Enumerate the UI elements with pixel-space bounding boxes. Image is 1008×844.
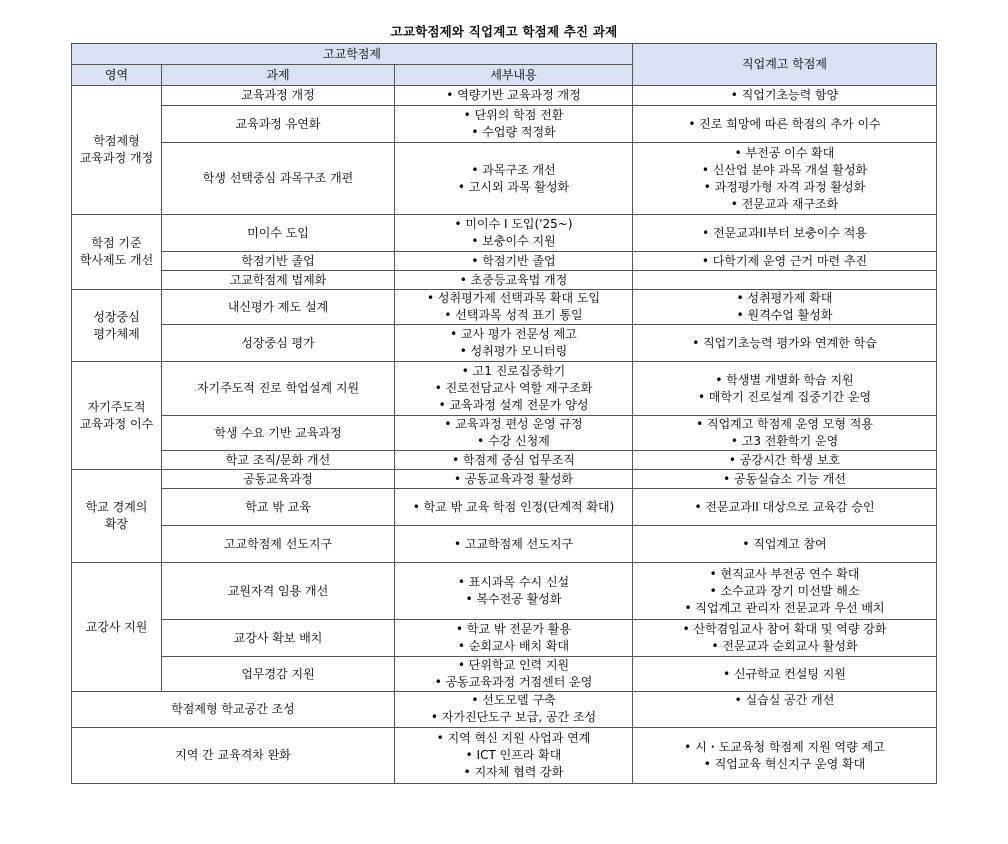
task-cell: 공동교육과정 <box>162 470 395 489</box>
area-label: 교육과정 개정 <box>79 151 154 165</box>
detail-cell <box>395 271 633 290</box>
table-row <box>72 325 937 362</box>
policy-table <box>71 43 937 784</box>
detail-item: • 학점제 중심 업무조직 <box>397 452 630 469</box>
area-cell <box>72 290 162 362</box>
task-cell: 학교 밖 교육 <box>162 489 395 526</box>
vocational-cell <box>633 143 937 215</box>
detail-cell <box>395 470 633 489</box>
area-label: 교강사 지원 <box>85 619 148 634</box>
table-row <box>72 416 937 451</box>
detail-cell <box>395 290 633 325</box>
header-detail: 세부내용 <box>395 65 633 86</box>
detail-cell <box>395 563 633 620</box>
vocational-item: • 전문교과 재구조화 <box>635 196 934 213</box>
detail-item: • 역량기반 교육과정 개정 <box>397 87 630 104</box>
detail-cell <box>395 252 633 271</box>
detail-cell <box>395 106 633 143</box>
detail-cell <box>395 325 633 362</box>
detail-cell <box>395 416 633 451</box>
table-row <box>72 489 937 526</box>
detail-item: • 학점기반 졸업 <box>397 253 630 270</box>
vocational-cell <box>633 106 937 143</box>
detail-item: • ICT 인프라 확대 <box>397 747 630 764</box>
detail-item: • 성취평가제 선택과목 확대 도입 <box>397 290 630 307</box>
task-cell: 내신평가 제도 설계 <box>162 290 395 325</box>
task-cell: 학점기반 졸업 <box>162 252 395 271</box>
detail-item: • 복수전공 활성화 <box>397 591 630 608</box>
detail-item: • 순회교사 배치 확대 <box>397 638 630 655</box>
vocational-item: • 공동실습소 기능 개선 <box>635 471 934 488</box>
detail-item: • 미이수 I 도입('25~) <box>397 216 630 233</box>
table-row <box>72 143 937 215</box>
detail-cell <box>395 489 633 526</box>
vocational-item: • 직업계고 학점제 운영 모형 적용 <box>635 416 934 433</box>
task-cell: 업무경감 지원 <box>162 657 395 692</box>
table-row <box>72 657 937 692</box>
vocational-item: • 소수교과 장기 미선발 해소 <box>635 583 934 600</box>
detail-item: • 선택과목 성적 표기 통일 <box>397 307 630 324</box>
task-cell: 교육과정 개정 <box>162 86 395 106</box>
vocational-cell <box>633 86 937 106</box>
detail-item: • 자가진단도구 보급, 공간 조성 <box>397 709 630 726</box>
area-label: 평가체제 <box>93 326 140 341</box>
area-label: 자기주도적 <box>87 399 146 414</box>
task-cell: 고교학점제 법제화 <box>162 271 395 290</box>
detail-item: • 공동교육과정 거점센터 운영 <box>397 674 630 691</box>
detail-item: • 교육과정 설계 전문가 양성 <box>397 397 630 414</box>
task-cell: 성장중심 평가 <box>162 325 395 362</box>
vocational-cell <box>633 362 937 416</box>
vocational-item: • 전문교과II 대상으로 교육감 승인 <box>635 499 934 516</box>
vocational-cell <box>633 271 937 290</box>
vocational-cell <box>633 657 937 692</box>
detail-cell <box>395 86 633 106</box>
area-label: 성장중심 <box>93 309 140 324</box>
task-cell: 미이수 도입 <box>162 215 395 252</box>
area-cell <box>72 563 162 692</box>
task-cell: 학생 선택중심 과목구조 개편 <box>162 143 395 215</box>
vocational-item: • 부전공 이수 확대 <box>635 145 934 162</box>
vocational-item: • 전문교과II부터 보충이수 적용 <box>635 225 934 242</box>
task-cell: 교원자격 임용 개선 <box>162 563 395 620</box>
vocational-item: • 직업기초능력 함양 <box>635 87 934 104</box>
header-task: 과제 <box>162 65 395 86</box>
detail-item: • 공동교육과정 활성화 <box>397 471 630 488</box>
detail-item: • 고시외 과목 활성화 <box>397 179 630 196</box>
task-cell: 자기주도적 진로 학업설계 지원 <box>162 362 395 416</box>
detail-item: • 표시과목 수시 신설 <box>397 574 630 591</box>
detail-item: • 교육과정 편성 운영 규정 <box>397 416 630 433</box>
task-cell: 교강사 확보 배치 <box>162 620 395 657</box>
area-cell <box>72 470 162 563</box>
table-body <box>72 86 937 784</box>
vocational-cell <box>633 252 937 271</box>
detail-item: • 지자체 협력 강화 <box>397 764 630 781</box>
vocational-cell <box>633 563 937 620</box>
vocational-item: • 실습실 공간 개선 <box>635 692 934 709</box>
detail-item: • 선도모델 구축 <box>397 692 630 709</box>
header-vocational: 직업계고 학점제 <box>633 44 937 86</box>
area-cell <box>72 215 162 290</box>
table-row <box>72 620 937 657</box>
vocational-item: • 전문교과 순회교사 활성화 <box>635 638 934 655</box>
detail-item: • 진로전담교사 역할 재구조화 <box>397 380 630 397</box>
detail-item: • 보충이수 지원 <box>397 233 630 250</box>
table-row <box>72 86 937 106</box>
detail-cell <box>395 143 633 215</box>
vocational-cell <box>633 290 937 325</box>
vocational-item: • 시・도교육청 학점제 지원 역량 제고 <box>635 739 934 756</box>
detail-item: • 학교 밖 전문가 활용 <box>397 621 630 638</box>
vocational-item: • 과정평가형 자격 과정 활성화 <box>635 179 934 196</box>
table-row <box>72 106 937 143</box>
vocational-cell <box>633 325 937 362</box>
detail-item: • 과목구조 개선 <box>397 162 630 179</box>
vocational-item: • 신산업 분야 과목 개설 활성화 <box>635 162 934 179</box>
detail-item: • 수강 신청제 <box>397 433 630 450</box>
task-cell: 교육과정 유연화 <box>162 106 395 143</box>
detail-item: • 지역 혁신 지원 사업과 연계 <box>397 730 630 747</box>
detail-item: • 단위의 학점 전환 <box>397 107 630 124</box>
vocational-cell <box>633 620 937 657</box>
detail-item: • 단위학교 인력 지원 <box>397 657 630 674</box>
detail-item: • 교사 평가 전문성 제고 <box>397 326 630 343</box>
detail-item: • 수업량 적정화 <box>397 124 630 141</box>
task-cell: 학점제형 학교공간 조성 <box>72 692 395 728</box>
table-row <box>72 290 937 325</box>
area-label: 학점 기준 <box>91 236 142 250</box>
header-area: 영역 <box>72 65 162 86</box>
table-title: 고교학점제와 직업계고 학점제 추진 과제 <box>390 24 618 39</box>
task-cell: 학생 수요 기반 교육과정 <box>162 416 395 451</box>
detail-cell <box>395 657 633 692</box>
detail-cell <box>395 451 633 470</box>
detail-cell <box>395 362 633 416</box>
vocational-item: • 신규학교 컨설팅 지원 <box>635 666 934 683</box>
vocational-item: • 현직교사 부전공 연수 확대 <box>635 566 934 583</box>
vocational-cell <box>633 451 937 470</box>
table-row <box>72 215 937 252</box>
vocational-cell <box>633 692 937 728</box>
header-gogyo: 고교학점제 <box>72 44 633 65</box>
vocational-item: • 성취평가제 확대 <box>635 290 934 307</box>
table-row <box>72 692 937 728</box>
table-row <box>72 728 937 784</box>
detail-cell <box>395 692 633 728</box>
vocational-item: • 직업교육 혁신지구 운영 확대 <box>635 756 934 773</box>
detail-item: • 고교학점제 선도지구 <box>397 536 630 553</box>
vocational-item: • 매학기 진로설계 집중기간 운영 <box>635 389 934 406</box>
detail-cell <box>395 728 633 784</box>
detail-cell <box>395 620 633 657</box>
vocational-item: • 직업기초능력 평가와 연계한 학습 <box>635 335 934 352</box>
vocational-cell <box>633 416 937 451</box>
vocational-item: • 다학기제 운영 근거 마련 추진 <box>635 253 934 270</box>
table-row <box>72 526 937 563</box>
vocational-cell <box>633 215 937 252</box>
task-cell: 학교 조직/문화 개선 <box>162 451 395 470</box>
vocational-item: • 산학겸임교사 참여 확대 및 역량 강화 <box>635 621 934 638</box>
vocational-cell <box>633 526 937 563</box>
area-label: 학교 경계의 <box>85 500 148 514</box>
vocational-cell <box>633 728 937 784</box>
vocational-item: • 원격수업 활성화 <box>635 307 934 324</box>
task-cell: 지역 간 교육격차 완화 <box>72 728 395 784</box>
detail-item: • 성취평가 모니터링 <box>397 343 630 360</box>
detail-item: • 초중등교육법 개정 <box>397 272 630 289</box>
area-cell <box>72 86 162 215</box>
vocational-cell <box>633 470 937 489</box>
detail-item: • 학교 밖 교육 학점 인정(단계적 확대) <box>397 499 630 516</box>
table-row <box>72 271 937 290</box>
area-label: 학점제형 <box>93 134 140 148</box>
table-row <box>72 252 937 271</box>
vocational-item: • 공강시간 학생 보호 <box>635 452 934 469</box>
table-row <box>72 563 937 620</box>
vocational-item: • 고3 전환학기 운영 <box>635 433 934 450</box>
area-label: 학사제도 개선 <box>79 253 154 267</box>
vocational-item: • 진로 희망에 따른 학점의 추가 이수 <box>635 116 934 133</box>
table-row <box>72 470 937 489</box>
vocational-cell <box>633 489 937 526</box>
task-cell: 고교학점제 선도지구 <box>162 526 395 563</box>
vocational-item: • 직업계고 관리자 전문교과 우선 배치 <box>635 600 934 617</box>
detail-cell <box>395 215 633 252</box>
table-row <box>72 362 937 416</box>
vocational-item: • 직업계고 참여 <box>635 536 934 553</box>
area-label: 교육과정 이수 <box>79 416 154 431</box>
vocational-item: • 학생별 개별화 학습 지원 <box>635 372 934 389</box>
area-cell <box>72 362 162 470</box>
detail-item: • 고1 진로집중학기 <box>397 363 630 380</box>
area-label: 확장 <box>104 517 129 531</box>
detail-cell <box>395 526 633 563</box>
table-row <box>72 451 937 470</box>
